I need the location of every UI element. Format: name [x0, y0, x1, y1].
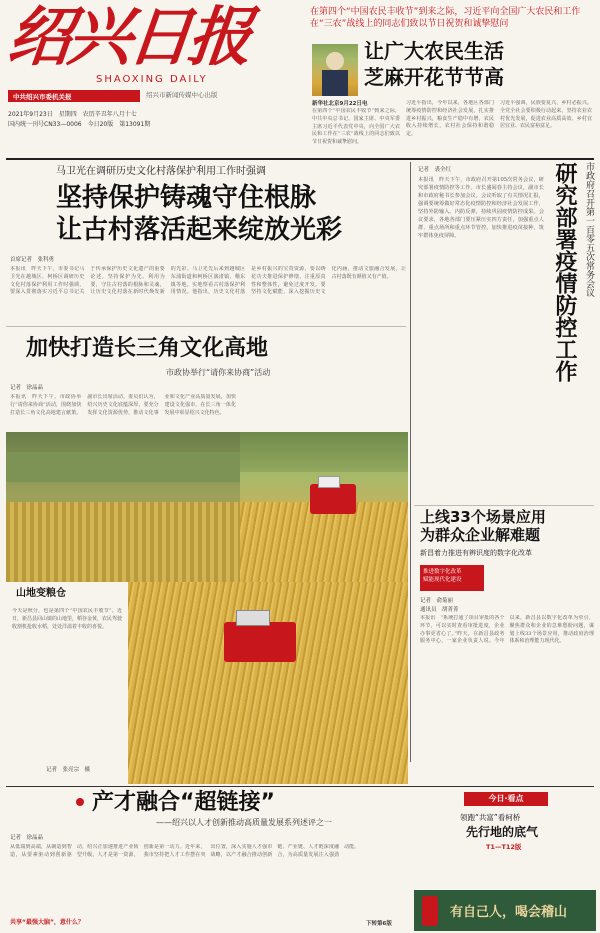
lead-body-2: 习近平指出，今年以来，各地区各部门统筹疫情防控和经济社会发展，扎实推进乡村振兴，粮食生产稳中有增，农民收入持续增长，农村社会保持和谐稳定。 — [406, 100, 494, 137]
village-headline-2[interactable]: 让古村落活起来绽放光彩 — [56, 215, 343, 245]
digest-pages: T1—T12版 — [486, 843, 522, 851]
photo-caption-box — [6, 582, 126, 784]
newspaper-logo[interactable]: 绍兴日报 — [4, 0, 252, 75]
harvest-photo[interactable] — [240, 432, 408, 582]
logo-pinyin: SHAOXING DAILY — [96, 74, 208, 85]
digital-byline: 记者 俞菊丽 通讯员 胡菁菁 — [420, 598, 459, 613]
harvest-photo-main — [128, 582, 408, 784]
talent-body: 从低端到高端，从制造到智造，从要素驱动到创新驱动，绍兴正加速推进产业转型升级。人才是第一资源，创新是第一动力。近年来，我市坚持把人才工作摆在突出位置，深入实施人才强市战略，以产才融合推动创新链、产业链、人才链深度融合，为高质量发展注入强劲动能。 — [10, 844, 360, 858]
masthead-rule — [6, 158, 594, 160]
photo-wide — [6, 432, 240, 582]
today-label: 今日·看点 — [464, 792, 548, 806]
photo-caption: 今天是秋分，也是第四个“中国农民丰收节”。近日，新昌县回山镇的山地里，稻谷金黄，农民驾驶收割机抢收水稻，处处洋溢着丰收的喜悦。 — [12, 608, 122, 630]
epidemic-kicker: 市政府召开第一百零五次常务会议 — [584, 162, 594, 297]
village-byline: 首席记者 张科勇 — [10, 257, 55, 263]
digest-kicker: 领跑“共富”看柯桥 — [460, 813, 521, 822]
digital-headline-2[interactable]: 为群众企业解难题 — [420, 526, 541, 544]
publisher-line: 绍兴市新闻传媒中心出版 — [146, 91, 218, 99]
digest-headline[interactable]: 先行地的底气 — [466, 825, 539, 839]
talent-continued: 下转第6版 — [366, 921, 392, 927]
photo-credit: 记者 张亮宗 摄 — [46, 767, 91, 773]
photo-caption-title: 山地变粮仓 — [16, 588, 66, 599]
red-dot-icon — [76, 798, 84, 806]
today-label-1: 今日 — [488, 794, 505, 803]
lead-headline-2[interactable]: 芝麻开花节节高 — [364, 65, 504, 89]
lead-kicker: 在第四个“中国农民丰收节”到来之际，习近平向全国广大农民和工作在“三农”战线上的同志们致以节日祝贺和诚挚慰问 — [310, 7, 581, 30]
masthead — [4, 0, 308, 154]
column-divider — [410, 162, 411, 762]
issue-line: 国内统一刊号CN33—0006 今日20版 第13091期 — [8, 121, 151, 128]
digital-subhead: 新昌着力推进有辨识度的数字化改革 — [420, 549, 532, 557]
epidemic-byline: 记者 裘全红 — [418, 167, 452, 173]
epidemic-story[interactable] — [414, 162, 596, 502]
talent-byline: 记者 徐晶晶 — [10, 835, 44, 841]
harvester-shape — [310, 484, 356, 514]
talent-story[interactable] — [6, 788, 410, 932]
epidemic-headline[interactable]: 研究部署疫情防控工作 — [552, 162, 577, 382]
culture-body: 本报讯 昨天下午，市政协举行“请你来协商”活动，围绕加快打造长三角文化高地建言献策。副市长出席活动。委员们认为，绍兴历史文化底蕴深厚，要充分发挥文化资源优势，推动文化事业和文化产业高质量发展，加快建设文化强市，在长三角一体化发展中彰显绍兴文化特色。 — [10, 394, 236, 416]
lead-photo — [312, 44, 358, 96]
today-digest[interactable] — [414, 788, 596, 888]
village-story[interactable] — [6, 162, 406, 322]
lead-source: 新华社北京9月22日电 — [312, 101, 368, 107]
date-line: 2021年9月23日 星期四 农历辛丑年八月十七 — [8, 111, 137, 118]
culture-byline: 记者 徐晶晶 — [10, 385, 44, 391]
culture-headline[interactable]: 加快打造长三角文化高地 — [26, 336, 269, 361]
talent-sidebar-title: 共享“最强大脑”，意什么？ — [10, 919, 84, 926]
ad-bottle-icon — [422, 896, 438, 926]
digital-body: 本报讯 “系统打通了项目审批的各个环节，可以实时查看审批进度，企业办事更省心了。”昨天，在新昌县政务服务中心，一家企业负责人说。今年以来，新昌县以数字化改革为牵引，聚焦群众和企业的急难愁盼问题，谋划上线33个场景应用，推动政府治理体系和治理能力现代化。 — [420, 615, 594, 645]
digital-headline-1[interactable]: 上线33个场景应用 — [420, 508, 546, 526]
lead-story[interactable] — [306, 4, 598, 154]
village-headline-1[interactable]: 坚持保护铸魂守住根脉 — [56, 183, 317, 213]
lead-body-3: 习近平强调，民族要复兴，乡村必振兴。全党全社会要积极行动起来，坚持农业农村优先发展，促进农业高质高效、乡村宜居宜业、农民富裕富足。 — [500, 100, 592, 130]
harvester-main — [224, 622, 296, 662]
village-body: 本报讯 昨天下午，市委书记马卫光在越城区、柯桥区调研历史文化村落保护利用工作时强调，要深入贯彻落实习近平总书记关于传承保护历史文化遗产的重要论述，坚持保护为先、利用为要，守住古村落的根脉和灵魂，让历史文化村落在新时代焕发新的光彩。马卫光先后来到越城区东浦街道和柯桥区漓渚镇、稽东镇等地，实地察看古村落保护利用情况。他指出，历史文化村落是乡村振兴的宝贵资源，要以绣花功夫推进保护修缮，注重原真性和整体性，避免过度开发。要坚持文化赋能，深入挖掘历史文化内涵，推动文旅融合发展，让古村落既有颜值又有产值。 — [10, 266, 406, 296]
digital-badge: 推进数字化改革 赋能现代化建设 — [420, 565, 484, 591]
talent-headline[interactable]: 产才融合“超链接” — [92, 790, 275, 815]
lower-rule — [6, 786, 594, 787]
village-kicker: 马卫光在调研历史文化村落保护利用工作时强调 — [56, 166, 266, 177]
talent-subhead: ——绍兴以人才创新推动高质量发展系列述评之一 — [156, 818, 332, 827]
party-organ-banner: 中共绍兴市委机关报 — [8, 90, 140, 102]
lead-headline-1[interactable]: 让广大农民生活 — [364, 39, 504, 63]
epidemic-body: 本报讯 昨天下午，市政府召开第105次常务会议，研究部署疫情防控等工作。市长盛阅春主持会议，副市长和市政府秘书长参加会议。会议听取了有关情况汇报，强调要统筹做好常态化疫情防控和经济社会发展工作，坚持外防输入、内防反弹，持续巩固疫情防控成果。会议要求，各地各部门要压紧压实四方责任，加强重点人群、重点场所和重点环节管控，加快推进疫苗接种，筑牢群体免疫屏障。 — [418, 177, 544, 240]
separator-2 — [414, 505, 594, 506]
lead-body-1: 在第四个“中国农民丰收节”到来之际，中共中央总书记、国家主席、中央军委主席习近平代表党中央，向全国广大农民和工作在“三农”战线上的同志们致以节日祝贺和诚挚慰问。 — [312, 108, 400, 145]
today-label-2: 看点 — [507, 794, 524, 803]
culture-subhead: 市政协举行“请你来协商”活动 — [166, 368, 271, 377]
digital-story[interactable] — [414, 507, 596, 783]
ad-text: 有自己人，喝会稽山 — [450, 905, 568, 920]
advertisement[interactable] — [414, 890, 596, 931]
separator-1 — [6, 326, 406, 327]
